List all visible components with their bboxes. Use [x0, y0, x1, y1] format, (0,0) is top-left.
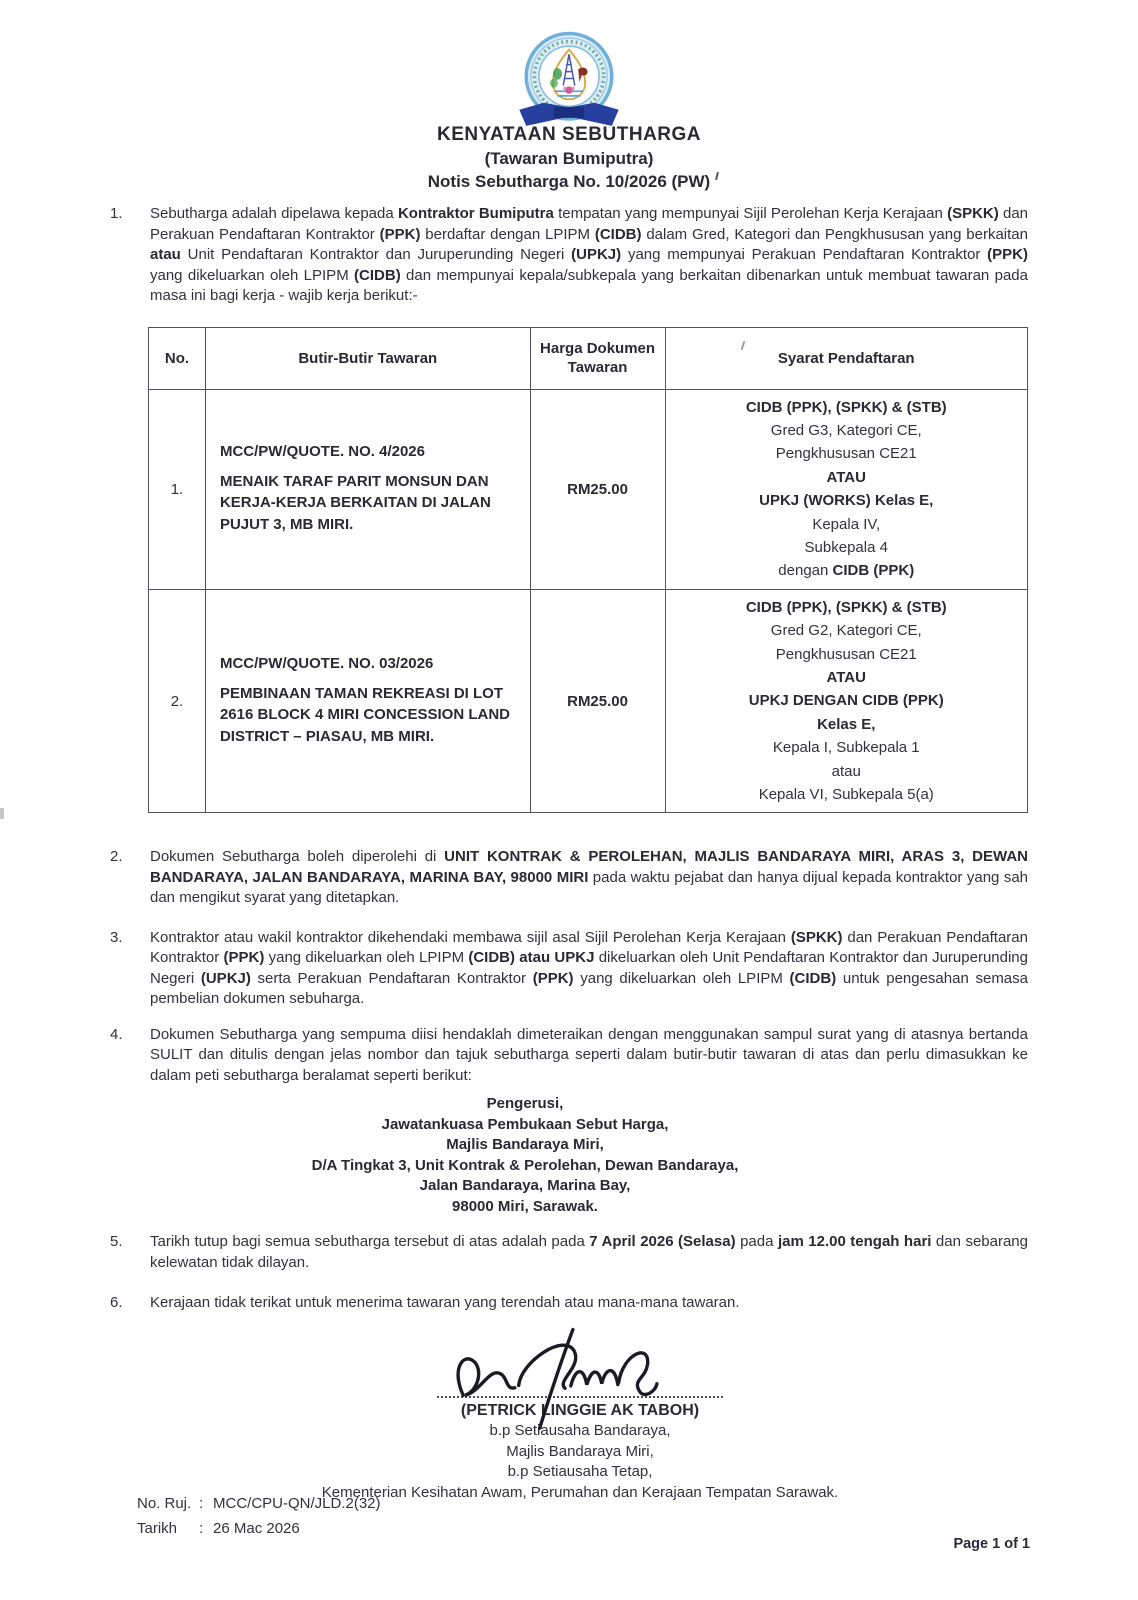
bold-text-run: 7 April 2026 (Selasa) — [589, 1233, 736, 1251]
bold-text-run: CIDB (PPK) — [832, 562, 915, 580]
paragraph-text — [150, 1025, 1028, 1087]
text-run: Sebutharga adalah dipelawa kepada — [150, 205, 398, 222]
signature-block — [150, 1318, 1010, 1504]
bold-text-run: ATAU — [826, 668, 866, 686]
notice-number: Notis Sebutharga No. 10/2026 (PW) — [428, 172, 710, 192]
submission-address-block — [113, 1094, 937, 1217]
text-run: tempatan yang mempunyai Sijil Perolehan Kerja Kerajaan — [553, 205, 948, 222]
requirement-line — [670, 689, 1024, 712]
text-run: pada waktu pejabat dan hanya dijual kepada kontraktor yang sah dan mengikut syarat yang ditetapkan. — [150, 868, 1028, 907]
text-run: Unit Pendaftaran Kontraktor dan Juruperunding Negeri — [180, 246, 572, 263]
requirement-line — [670, 466, 1024, 489]
scan-artifact — [715, 172, 719, 180]
paragraph-text — [150, 204, 1028, 307]
paragraph-6 — [0, 1293, 1138, 1314]
column-header: Syarat Pendaftaran — [665, 327, 1028, 389]
bold-text-run: (PPK) — [223, 949, 265, 967]
reference-number-row — [137, 1491, 381, 1516]
bold-text-run: UPKJ DENGAN CIDB (PPK) — [748, 692, 944, 710]
paragraph-text — [150, 928, 1028, 1010]
table-row — [149, 389, 1028, 589]
bold-text-run: (CIDB) — [354, 266, 401, 284]
document-subtitle: (Tawaran Bumiputra) — [484, 149, 654, 168]
paragraph-number: 4. — [110, 1025, 123, 1043]
text-run: dan mempunyai kepala/subkepala yang berkaitan dibenarkan untuk membuat tawaran pada masa ini bagi kerja - wajib kerja berikut:- — [150, 266, 1028, 304]
text-run: untuk pengesahan semasa pembelian dokumen sebuharga. — [150, 969, 1028, 1008]
quote-reference: MCC/PW/QUOTE. NO. 4/2026 — [219, 442, 425, 460]
date-label: Tarikh — [137, 1520, 178, 1537]
registration-requirements-cell — [665, 389, 1028, 589]
bold-text-run: Kontraktor Bumiputra — [397, 205, 554, 222]
bold-text-run: (PPK) — [379, 225, 421, 243]
address-line: Majlis Bandaraya Miri, — [446, 1136, 604, 1154]
date-row — [137, 1516, 381, 1541]
paragraph-3 — [0, 928, 1138, 1010]
paragraph-text — [150, 1293, 1028, 1314]
address-line: Jalan Bandaraya, Marina Bay, — [419, 1177, 631, 1195]
requirement-line — [670, 760, 1024, 783]
text-run: dengan — [778, 562, 833, 580]
text-run: Dokumen Sebutharga yang sempuma diisi hendaklah dimeteraikan dengan menggunakan sampul surat yang di atasnya bertanda SULIT dan ditulis dengan jelas nombor dan tajuk sebutharga seperti dalam butir-butir tawaran di atas dan perlu dimasukkan ke dalam peti sebutharga beralamat seperti berikut: — [150, 1025, 1028, 1084]
bold-text-run: CIDB (PPK), (SPKK) & (STB) — [745, 598, 947, 616]
requirement-line — [670, 489, 1024, 512]
reference-separator: : — [199, 1495, 204, 1512]
column-header: No. — [149, 327, 206, 389]
bold-text-run: (PPK) — [987, 246, 1028, 263]
bold-text-run: UNIT KONTRAK & PEROLEHAN, MAJLIS BANDARAYA MIRI, ARAS 3, DEWAN BANDARAYA, JALAN BANDARAYA, MARINA BAY, 98000 MIRI — [150, 848, 1028, 886]
tender-table — [148, 327, 1028, 814]
header-logo-area — [0, 0, 1138, 124]
row-number-cell: 2. — [149, 589, 206, 813]
requirement-line — [670, 536, 1024, 559]
reference-value: MCC/CPU-QN/JLD.2(32) — [213, 1495, 381, 1512]
text-run: Gred G2, Kategori CE, — [770, 622, 922, 640]
tender-details-cell — [205, 389, 530, 589]
paragraph-number: 5. — [110, 1233, 123, 1251]
address-line: 98000 Miri, Sarawak. — [452, 1197, 598, 1215]
city-council-emblem-icon — [510, 30, 628, 134]
registration-requirements-cell — [665, 589, 1028, 813]
date-value: 26 Mac 2026 — [213, 1520, 300, 1537]
paragraph-number: 1. — [110, 205, 123, 222]
document-price-cell: RM25.00 — [530, 589, 665, 813]
column-header: Harga Dokumen Tawaran — [530, 327, 665, 389]
text-run: dan sebarang kelewatan tidak dilayan. — [150, 1233, 1028, 1271]
signatory-title-line: Kementerian Kesihatan Awam, Perumahan dan Kerajaan Tempatan Sarawak. — [321, 1483, 839, 1501]
signatory-title-line: b.p Setiausaha Tetap, — [507, 1463, 653, 1481]
quote-reference: MCC/PW/QUOTE. NO. 03/2026 — [219, 654, 434, 672]
text-run: Gred G3, Kategori CE, — [770, 421, 922, 439]
bold-text-run: jam 12.00 tengah hari — [777, 1233, 932, 1251]
paragraph-text — [150, 1232, 1028, 1273]
paragraph-1 — [0, 204, 1138, 307]
requirement-line — [670, 442, 1024, 465]
paragraph-number: 6. — [110, 1294, 123, 1312]
signatory-title-line: b.p Setiausaha Bandaraya, — [489, 1422, 671, 1440]
text-run: berdaftar dengan LPIPM — [420, 225, 595, 243]
requirement-line — [670, 619, 1024, 642]
scan-artifact — [0, 808, 4, 819]
footer-reference-block — [137, 1491, 381, 1541]
table-row — [149, 589, 1028, 813]
row-number-cell: 1. — [149, 389, 206, 589]
signature-scribble-icon — [414, 1304, 722, 1445]
signatory-name: (PETRICK LINGGIE AK TABOH) — [460, 1401, 700, 1419]
column-header: Butir-Butir Tawaran — [205, 327, 530, 389]
paragraph-5 — [0, 1232, 1138, 1273]
requirement-line — [670, 396, 1024, 419]
paragraph-number: 2. — [110, 848, 123, 866]
date-separator: : — [199, 1520, 204, 1537]
paragraph-4 — [0, 1025, 1138, 1087]
document-price-cell: RM25.00 — [530, 389, 665, 589]
document-title-block — [0, 124, 1138, 192]
requirement-line — [670, 596, 1024, 619]
bold-text-run: Kelas E, — [817, 715, 876, 733]
text-run: Kepala I, Subkepala 1 — [772, 739, 920, 757]
text-run: Kepala VI, Subkepala 5(a) — [758, 786, 934, 803]
text-run: Subkepala 4 — [804, 538, 888, 556]
text-run: Dokumen Sebutharga boleh diperolehi di — [150, 848, 445, 866]
requirement-line — [670, 419, 1024, 442]
bold-text-run: (UPKJ) — [200, 969, 251, 987]
bold-text-run: UPKJ (WORKS) Kelas E, — [759, 492, 934, 510]
paragraph-text — [150, 847, 1028, 909]
text-run: Kontraktor atau wakil kontraktor dikehendaki membawa sijil asal Sijil Perolehan Kerja Kerajaan — [150, 928, 791, 946]
page-number: Page 1 of 1 — [953, 1536, 1030, 1552]
text-run: yang dikeluarkan oleh LPIPM — [573, 969, 790, 987]
requirement-line — [670, 783, 1024, 806]
handwritten-signature — [150, 1318, 1010, 1396]
text-run: atau — [831, 762, 861, 780]
text-run: dikeluarkan oleh Unit Pendaftaran Kontraktor dan Juruperunding Negeri — [150, 949, 1028, 987]
bold-text-run: (SPKK) — [790, 928, 843, 946]
address-line: Pengerusi, — [486, 1095, 564, 1113]
work-title: PEMBINAAN TAMAN REKREASI DI LOT 2616 BLOCK 4 MIRI CONCESSION LAND DISTRICT – PIASAU, MB MIRI. — [219, 684, 510, 745]
text-run: dan Perakuan Pendaftaran Kontraktor — [150, 928, 1028, 967]
text-run: dan Perakuan Pendaftaran Kontraktor — [150, 205, 1029, 243]
bold-text-run: atau — [150, 246, 181, 263]
bold-text-run: (CIDB) atau UPKJ — [468, 949, 595, 967]
text-run: pada — [735, 1233, 778, 1251]
requirement-line — [670, 666, 1024, 689]
bold-text-run: ATAU — [826, 468, 866, 486]
bold-text-run: (SPKK) — [947, 205, 999, 222]
bold-text-run: CIDB (PPK), (SPKK) & (STB) — [745, 398, 947, 416]
text-run: yang dikeluarkan oleh LPIPM — [264, 949, 469, 967]
text-run: dalam Gred, Kategori dan Pengkhususan yang berkaitan — [641, 225, 1028, 243]
requirement-line — [670, 736, 1024, 759]
text-run: Pengkhususan CE21 — [775, 445, 917, 463]
tender-table-header — [149, 327, 1028, 389]
requirement-line — [670, 513, 1024, 536]
bold-text-run: (CIDB) — [789, 969, 837, 987]
bold-text-run: (PPK) — [532, 969, 574, 987]
signatory-title-line: Majlis Bandaraya Miri, — [506, 1442, 654, 1460]
address-line: D/A Tingkat 3, Unit Kontrak & Perolehan, Dewan Bandaraya, — [311, 1156, 739, 1174]
text-run: Kerajaan tidak terikat untuk menerima tawaran yang terendah atau mana-mana tawaran. — [150, 1294, 740, 1312]
text-run: yang mempunyai Perakuan Pendaftaran Kontraktor — [621, 246, 988, 263]
requirement-line — [670, 713, 1024, 736]
document-title: KENYATAAN SEBUTHARGA — [436, 124, 702, 145]
reference-label: No. Ruj. — [137, 1495, 192, 1512]
text-run: Tarikh tutup bagi semua sebutharga tersebut di atas adalah pada — [150, 1233, 590, 1251]
requirement-line — [670, 643, 1024, 666]
requirement-line — [670, 559, 1024, 582]
paragraph-2 — [0, 847, 1138, 909]
paragraph-number: 3. — [110, 928, 123, 946]
text-run: Pengkhususan CE21 — [775, 645, 917, 663]
tender-details-cell — [205, 589, 530, 813]
bold-text-run: (CIDB) — [594, 225, 642, 243]
text-run: Kepala IV, — [812, 515, 881, 533]
text-run: serta Perakuan Pendaftaran Kontraktor — [250, 969, 533, 987]
bold-text-run: (UPKJ) — [571, 246, 622, 263]
address-line: Jawatankuasa Pembukaan Sebut Harga, — [381, 1115, 669, 1133]
work-title: MENAIK TARAF PARIT MONSUN DAN KERJA-KERJA BERKAITAN DI JALAN PUJUT 3, MB MIRI. — [219, 472, 491, 533]
text-run: yang dikeluarkan oleh LPIPM — [150, 266, 355, 284]
